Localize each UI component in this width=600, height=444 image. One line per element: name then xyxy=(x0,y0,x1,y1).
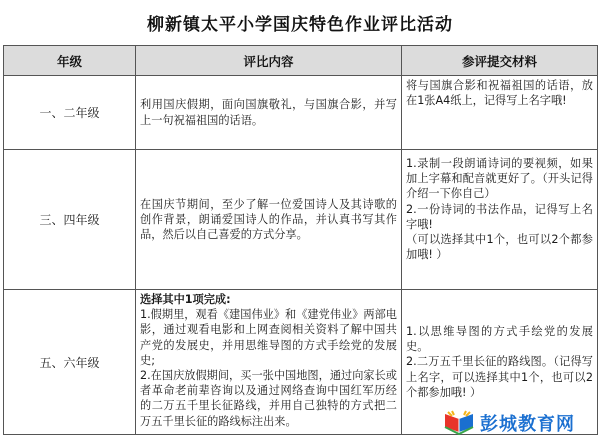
material-line: 2.二万五千里长征的路线图。（记得写上名字，可以选择其中1个，也可以2个都参加哦! ） xyxy=(406,355,593,399)
page-title: 柳新镇太平小学国庆特色作业评比活动 xyxy=(147,15,453,35)
content-cell xyxy=(136,290,402,435)
content-cell: 在国庆节期间，至少了解一位爱国诗人及其诗歌的创作背景，朗诵爱国诗人的作品，并认真书写其作品，然后以自己喜爱的方式分享。 xyxy=(136,150,402,290)
material-cell xyxy=(402,150,598,290)
material-line: 将与国旗合影和祝福祖国的话语，放在1张A4纸上，记得写上名字哦! xyxy=(406,79,593,108)
book-logo-icon xyxy=(442,410,476,436)
header-material: 参评提交材料 xyxy=(402,46,598,76)
content-line: 2.在国庆放假期间，买一张中国地图，通过向家长或者革命老前辈咨询以及通过网络查询中国红军历经的二万五千里长征路线，并用自己独特的方式把二万五千里长征的路线标注出来。 xyxy=(140,369,397,428)
grade-cell: 一、二年级 xyxy=(4,76,136,150)
header-row xyxy=(4,46,598,76)
material-line: 1.以思维导图的方式手绘党的发展史。 xyxy=(406,324,593,354)
header-grade: 年级 xyxy=(4,46,136,76)
content-cell: 利用国庆假期，面向国旗敬礼，与国旗合影，并写上一句祝福祖国的话语。 xyxy=(136,76,402,150)
grade-cell: 三、四年级 xyxy=(4,150,136,290)
material-line: 1.录制一段朗诵诗词的要视频，如果加上字幕和配音就更好了。（开头记得介绍一下你自己） xyxy=(406,157,593,201)
content-instruction: 选择其中1项完成: xyxy=(140,293,231,306)
table-row xyxy=(4,150,598,290)
watermark xyxy=(442,408,592,438)
grade-cell: 五、六年级 xyxy=(4,290,136,435)
content-line: 1.假期里，观看《建国伟业》和《建党伟业》两部电影，通过观看电影和上网查阅相关资料了解中国共产党的发展史，并用思维导图的方式手绘党的发展史; xyxy=(140,308,397,367)
activity-table xyxy=(3,45,598,435)
material-cell xyxy=(402,76,598,150)
material-line: 2.一份诗词的书法作品，记得写上名字哦! xyxy=(406,202,593,231)
table-row xyxy=(4,76,598,150)
material-line: （可以选择其中1个，也可以2个都参加哦! ） xyxy=(406,233,593,262)
watermark-text: 彭城教育网 xyxy=(480,414,575,435)
header-content: 评比内容 xyxy=(136,46,402,76)
